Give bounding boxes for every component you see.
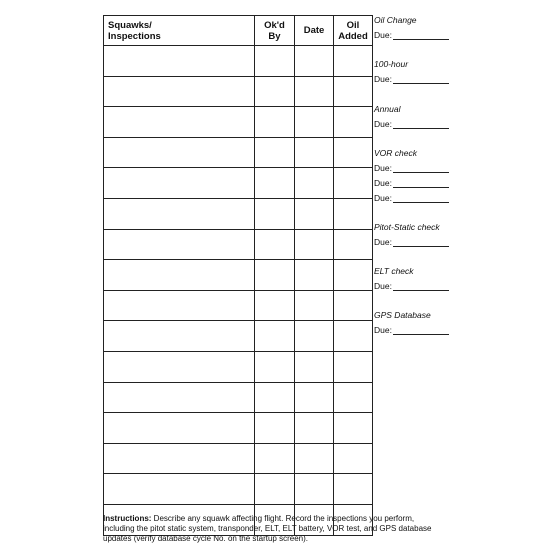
cell-squawks[interactable]	[104, 46, 255, 77]
cell-squawks[interactable]	[104, 137, 255, 168]
cell-date[interactable]	[295, 413, 334, 444]
due-label: Due:	[374, 193, 392, 203]
cell-oil[interactable]	[334, 413, 373, 444]
due-blank-field[interactable]	[393, 178, 449, 188]
cell-okd[interactable]	[255, 107, 295, 138]
table-row	[104, 382, 373, 413]
cell-date[interactable]	[295, 443, 334, 474]
cell-squawks[interactable]	[104, 382, 255, 413]
instructions-label: Instructions:	[103, 514, 152, 523]
cell-oil[interactable]	[334, 290, 373, 321]
table-body	[104, 46, 373, 536]
cell-okd[interactable]	[255, 260, 295, 291]
due-label: Due:	[374, 30, 392, 40]
due-section-title: Pitot-Static check	[374, 222, 440, 232]
due-section-title: 100-hour	[374, 59, 409, 69]
table-row	[104, 321, 373, 352]
cell-date[interactable]	[295, 137, 334, 168]
instructions-body: Describe any squawk affecting flight. Record the inspections you perform, including the pitot static system, transponder, ELT, ELT battery, VOR test, and GPS database updates (verify database cycle No. on the startup screen).	[103, 514, 432, 543]
cell-squawks[interactable]	[104, 107, 255, 138]
cell-squawks[interactable]	[104, 76, 255, 107]
cell-oil[interactable]	[334, 351, 373, 382]
due-label: Due:	[374, 281, 392, 291]
table-row	[104, 107, 373, 138]
due-line	[374, 281, 449, 291]
cell-squawks[interactable]	[104, 198, 255, 229]
header-okd-by: Ok'd By	[255, 16, 295, 46]
cell-okd[interactable]	[255, 198, 295, 229]
due-section-title: VOR check	[374, 148, 417, 158]
table-row	[104, 198, 373, 229]
cell-okd[interactable]	[255, 321, 295, 352]
cell-squawks[interactable]	[104, 351, 255, 382]
cell-oil[interactable]	[334, 229, 373, 260]
cell-date[interactable]	[295, 198, 334, 229]
cell-okd[interactable]	[255, 413, 295, 444]
due-section-title: GPS Database	[374, 310, 431, 320]
due-section-title: Oil Change	[374, 15, 417, 25]
table-row	[104, 260, 373, 291]
cell-date[interactable]	[295, 229, 334, 260]
cell-squawks[interactable]	[104, 474, 255, 505]
table-row	[104, 351, 373, 382]
cell-oil[interactable]	[334, 137, 373, 168]
due-line	[374, 237, 449, 247]
header-oil-added: Oil Added	[334, 16, 373, 46]
cell-squawks[interactable]	[104, 229, 255, 260]
cell-oil[interactable]	[334, 321, 373, 352]
header-squawks-inspections: Squawks/ Inspections	[104, 16, 255, 46]
cell-date[interactable]	[295, 107, 334, 138]
table-row	[104, 137, 373, 168]
cell-date[interactable]	[295, 474, 334, 505]
due-blank-field[interactable]	[393, 281, 449, 291]
cell-squawks[interactable]	[104, 321, 255, 352]
cell-date[interactable]	[295, 76, 334, 107]
due-label: Due:	[374, 325, 392, 335]
cell-squawks[interactable]	[104, 290, 255, 321]
cell-date[interactable]	[295, 260, 334, 291]
cell-okd[interactable]	[255, 382, 295, 413]
due-label: Due:	[374, 119, 392, 129]
cell-okd[interactable]	[255, 168, 295, 199]
due-line	[374, 193, 449, 203]
cell-oil[interactable]	[334, 474, 373, 505]
table-row	[104, 168, 373, 199]
cell-date[interactable]	[295, 46, 334, 77]
cell-okd[interactable]	[255, 474, 295, 505]
cell-date[interactable]	[295, 168, 334, 199]
due-section-title: Annual	[374, 104, 401, 114]
due-label: Due:	[374, 74, 392, 84]
cell-squawks[interactable]	[104, 260, 255, 291]
due-line	[374, 119, 449, 129]
due-label: Due:	[374, 178, 392, 188]
due-blank-field[interactable]	[393, 193, 449, 203]
cell-oil[interactable]	[334, 443, 373, 474]
cell-oil[interactable]	[334, 260, 373, 291]
cell-okd[interactable]	[255, 290, 295, 321]
cell-date[interactable]	[295, 382, 334, 413]
due-line	[374, 178, 449, 188]
table-row	[104, 474, 373, 505]
due-blank-field[interactable]	[393, 237, 449, 247]
cell-oil[interactable]	[334, 46, 373, 77]
cell-oil[interactable]	[334, 107, 373, 138]
due-section-title: ELT check	[374, 266, 414, 276]
table-row	[104, 413, 373, 444]
cell-squawks[interactable]	[104, 443, 255, 474]
due-blank-field[interactable]	[393, 30, 449, 40]
squawk-log-table	[103, 15, 373, 536]
table-row	[104, 76, 373, 107]
due-blank-field[interactable]	[393, 119, 449, 129]
cell-date[interactable]	[295, 290, 334, 321]
cell-okd[interactable]	[255, 46, 295, 77]
due-label: Due:	[374, 163, 392, 173]
due-blank-field[interactable]	[393, 325, 449, 335]
cell-oil[interactable]	[334, 168, 373, 199]
due-line	[374, 163, 449, 173]
cell-oil[interactable]	[334, 76, 373, 107]
table-row	[104, 290, 373, 321]
due-blank-field[interactable]	[393, 74, 449, 84]
header-date: Date	[295, 16, 334, 46]
cell-okd[interactable]	[255, 76, 295, 107]
table-row	[104, 443, 373, 474]
table-row	[104, 229, 373, 260]
table-header-row	[104, 16, 373, 46]
cell-date[interactable]	[295, 351, 334, 382]
due-line	[374, 325, 449, 335]
due-line	[374, 30, 449, 40]
cell-date[interactable]	[295, 321, 334, 352]
due-blank-field[interactable]	[393, 163, 449, 173]
cell-squawks[interactable]	[104, 168, 255, 199]
cell-okd[interactable]	[255, 351, 295, 382]
cell-okd[interactable]	[255, 137, 295, 168]
cell-squawks[interactable]	[104, 413, 255, 444]
due-line	[374, 74, 449, 84]
cell-okd[interactable]	[255, 229, 295, 260]
due-label: Due:	[374, 237, 392, 247]
cell-oil[interactable]	[334, 198, 373, 229]
instructions-text	[103, 514, 433, 544]
table-row	[104, 46, 373, 77]
cell-okd[interactable]	[255, 443, 295, 474]
cell-oil[interactable]	[334, 382, 373, 413]
